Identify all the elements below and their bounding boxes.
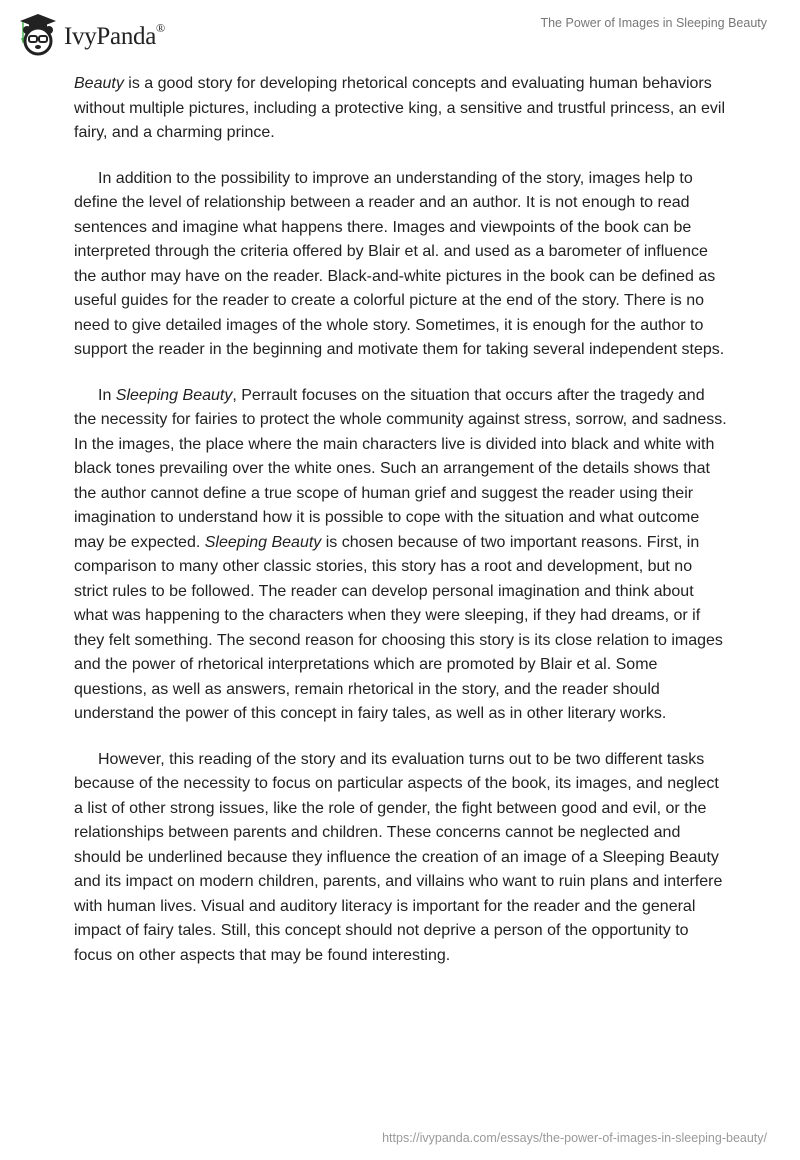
source-url[interactable]: https://ivypanda.com/essays/the-power-of-images-in-sleeping-beauty/: [382, 1131, 767, 1145]
paragraph-text: In addition to the possibility to improve an understanding of the story, images help to define the level of relationship between a reader and an author. It is not enough to read sentences and imagine what happens there. Images and viewpoints of the book can be interpreted through the criteria offered by Blair et al. and used as a barometer of influence the author may have on the reader. Black-and-white pictures in the book can be defined as useful guides for the reader to create a colorful picture at the end of the story. There is no need to give detailed images of the whole story. Sometimes, it is enough for the author to support the reader in the beginning and motivate them for taking several independent steps.: [74, 169, 725, 358]
essay-body: [74, 72, 730, 989]
ivypanda-logo[interactable]: [18, 12, 165, 56]
panda-graduate-icon: [18, 12, 58, 56]
document-title: The Power of Images in Sleeping Beauty: [540, 16, 767, 30]
essay-paragraph: [74, 384, 730, 727]
essay-paragraph: [74, 72, 730, 146]
logo-text: IvyPanda®: [64, 21, 165, 50]
paragraph-text: In: [98, 386, 116, 404]
paragraph-text: , Perrault focuses on the situation that occurs after the tragedy and the necessity for fairies to protect the whole community against stress, sorrow, and sadness. In the images, the place where the main characters live is divided into black and white with black tones prevailing over the white ones. Such an arrangement of the details shows that the author cannot define a true scope of human grief and suggest the reader using their imagination to understand how it is possible to cope with the situation and what outcome may be expected.: [74, 386, 727, 551]
paragraph-text: is a good story for developing rhetorical concepts and evaluating human behaviors without multiple pictures, including a protective king, a sensitive and trustful princess, an evil fairy, and a charming prince.: [74, 75, 725, 141]
italic-title: Beauty: [74, 75, 124, 92]
paragraph-text: However, this reading of the story and its evaluation turns out to be two different tasks because of the necessity to focus on particular aspects of the book, its images, and neglect a list of other strong issues, like the role of gender, the fight between good and evil, or the relationships between parents and children. These concerns cannot be neglected and should be underlined because they influence the creation of an image of a Sleeping Beauty and its impact on modern children, parents, and villains who want to ruin plans and interfere with human lives. Visual and auditory literacy is important for the reader and the general impact of fairy tales. Still, this concept should not deprive a person of the opportunity to focus on other aspects that may be found interesting.: [74, 750, 723, 964]
italic-title: Sleeping Beauty: [204, 533, 322, 551]
essay-paragraph: [74, 167, 730, 363]
paragraph-text: is chosen because of two important reasons. First, in comparison to many other classic stories, this story has a root and development, but no strict rules to be followed. The reader can develop personal imagination and think about what was happening to the characters when they were sleeping, if they had dreams, or if they felt something. The second reason for choosing this story is its close relation to images and the power of rhetorical interpretations which are promoted by Blair et al. Some questions, as well as answers, remain rhetorical in the story, and the reader should understand the power of this concept in fairy tales, as well as in other literary works.: [74, 533, 723, 722]
italic-title: Sleeping Beauty: [115, 386, 233, 404]
essay-paragraph: [74, 748, 730, 969]
